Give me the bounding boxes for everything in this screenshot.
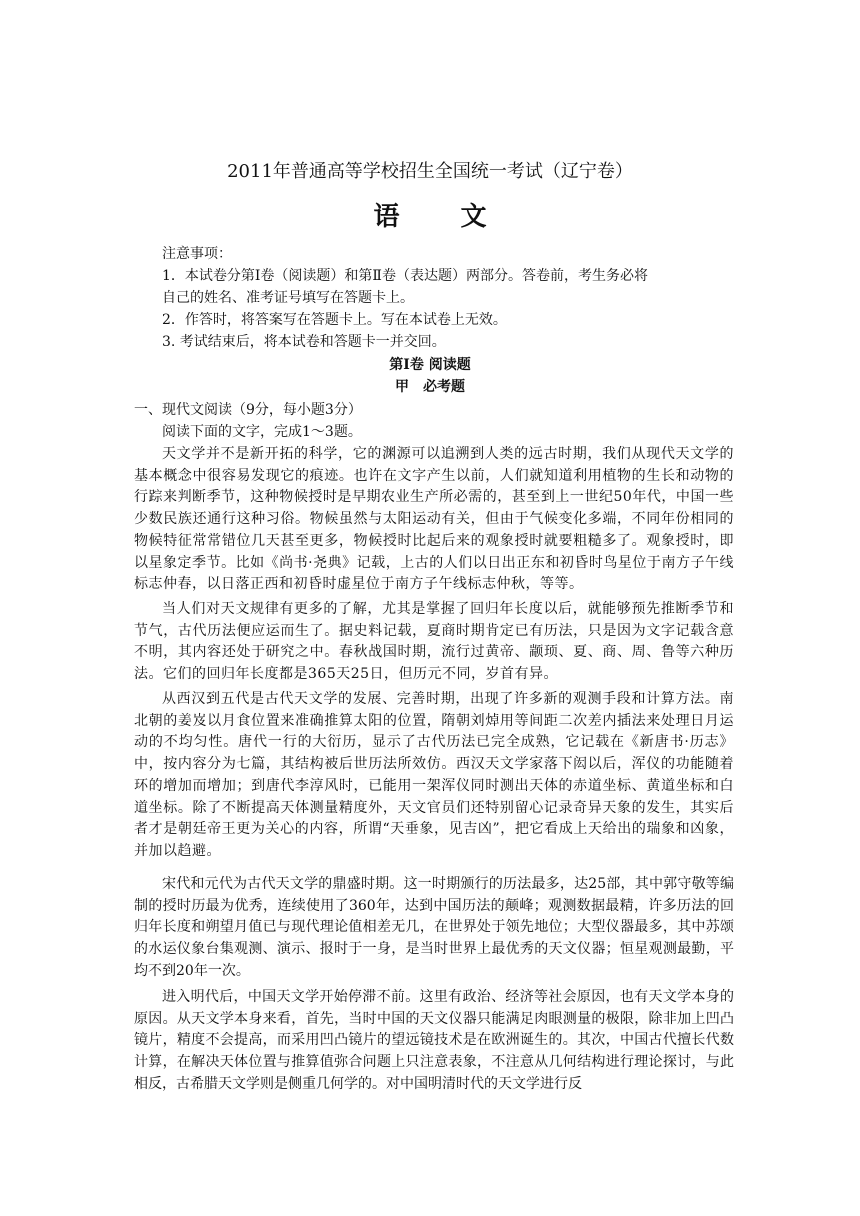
notes-item-1-line-1: 1．本试卷分第Ⅰ卷（阅读题）和第Ⅱ卷（表达题）两部分。答卷前，考生务必将 [162,268,648,284]
part-heading: 甲 必考题 [395,379,465,395]
passage-paragraph-5: 进入明代后，中国天文学开始停滞不前。这里有政治、经济等社会原因，也有天文学本身的原因。从天文学本身来看，首先，当时中国的天文仪器只能满足肉眼测量的极限，除非加上凹凸镜片，精度不会提高，而采用凹凸镜片的望远镜技术是在欧洲诞生的。其次，中国古代擅长代数计算，在解决天体位置与推算值弥合问题上只注意表象，不注意从几何结构进行理论探讨，与此相反，古希腊天文学则是侧重几何学的。对中国明清时代的天文学进行反 [134,989,734,1092]
notes-heading: 注意事项： [162,246,232,262]
notes-item-3: 3. 考试结束后，将本试卷和答题卡一并交回。 [162,334,446,350]
subject-title: 语 文 [373,202,513,232]
volume-heading: 第Ⅰ卷 阅读题 [389,357,471,373]
passage-paragraph-1: 天文学并不是新开拓的科学，它的渊源可以追溯到人类的远古时期，我们从现代天文学的基本概念中很容易发现它的痕迹。也许在文字产生以前，人们就知道利用植物的生长和动物的行踪来判断季节，这种物候授时是早期农业生产所必需的，甚至到上一世纪50年代，中国一些少数民族还通行这种习俗。物候虽然与太阳运动有关，但由于气候变化多端，不同年份相同的物候特征常常错位几天甚至更多，物候授时比起后来的观象授时就要粗糙多了。观象授时，即以星象定季节。比如《尚书·尧典》记载，上古的人们以日出正东和初昏时鸟星位于南方子午线标志仲春，以日落正西和初昏时虚星位于南方子午线标志仲秋，等等。 [134,446,734,593]
question-heading: 一、现代文阅读（9分，每小题3分） [134,402,362,418]
passage-paragraph-2: 当人们对天文规律有更多的了解，尤其是掌握了回归年长度以后，就能够预先推断季节和节气，古代历法便应运而生了。据史料记载，夏商时期肯定已有历法，只是因为文字记载含意不明，其内容还处于研究之中。春秋战国时期，流行过黄帝、颛顼、夏、商、周、鲁等六种历法。它们的回归年长度都是365天25日，但历元不同，岁首有异。 [134,601,734,683]
passage-paragraph-3: 从西汉到五代是古代天文学的发展、完善时期，出现了许多新的观测手段和计算方法。南北朝的姜岌以月食位置来准确推算太阳的位置，隋朝刘焯用等间距二次差内插法来处理日月运动的不均匀性。唐代一行的大衍历，显示了古代历法已完全成熟，它记载在《新唐书·历志》中，按内容分为七篇，其结构被后世历法所效仿。西汉天文学家落下闳以后，浑仪的功能随着环的增加而增加；到唐代李淳风时，已能用一架浑仪同时测出天体的赤道坐标、黄道坐标和白道坐标。除了不断提高天体测量精度外，天文官员们还特别留心记录奇异天象的发生，其实后者才是朝廷帝王更为关心的内容，所谓“天垂象，见吉凶”，把它看成上天给出的瑞象和凶象，并加以趋避。 [134,691,734,859]
passage-paragraph-4: 宋代和元代为古代天文学的鼎盛时期。这一时期颁行的历法最多，达25部，其中郭守敬等编制的授时历最为优秀，连续使用了360年，达到中国历法的颠峰；观测数据最精，许多历法的回归年长度和朔望月值已与现代理论值相差无几，在世界处于领先地位；大型仪器最多，其中苏颂的水运仪象台集观测、演示、报时于一身，是当时世界上最优秀的天文仪器；恒星观测最勤，平均不到20年一次。 [134,876,734,979]
notes-item-2: 2．作答时，将答案写在答题卡上。写在本试卷上无效。 [162,312,507,328]
reading-instruction: 阅读下面的文字，完成1～3题。 [162,424,362,440]
exam-title: 2011年普通高等学校招生全国统一考试（辽宁卷） [227,161,633,182]
notes-item-1-line-2: 自己的姓名、准考证号填写在答题卡上。 [162,290,414,306]
